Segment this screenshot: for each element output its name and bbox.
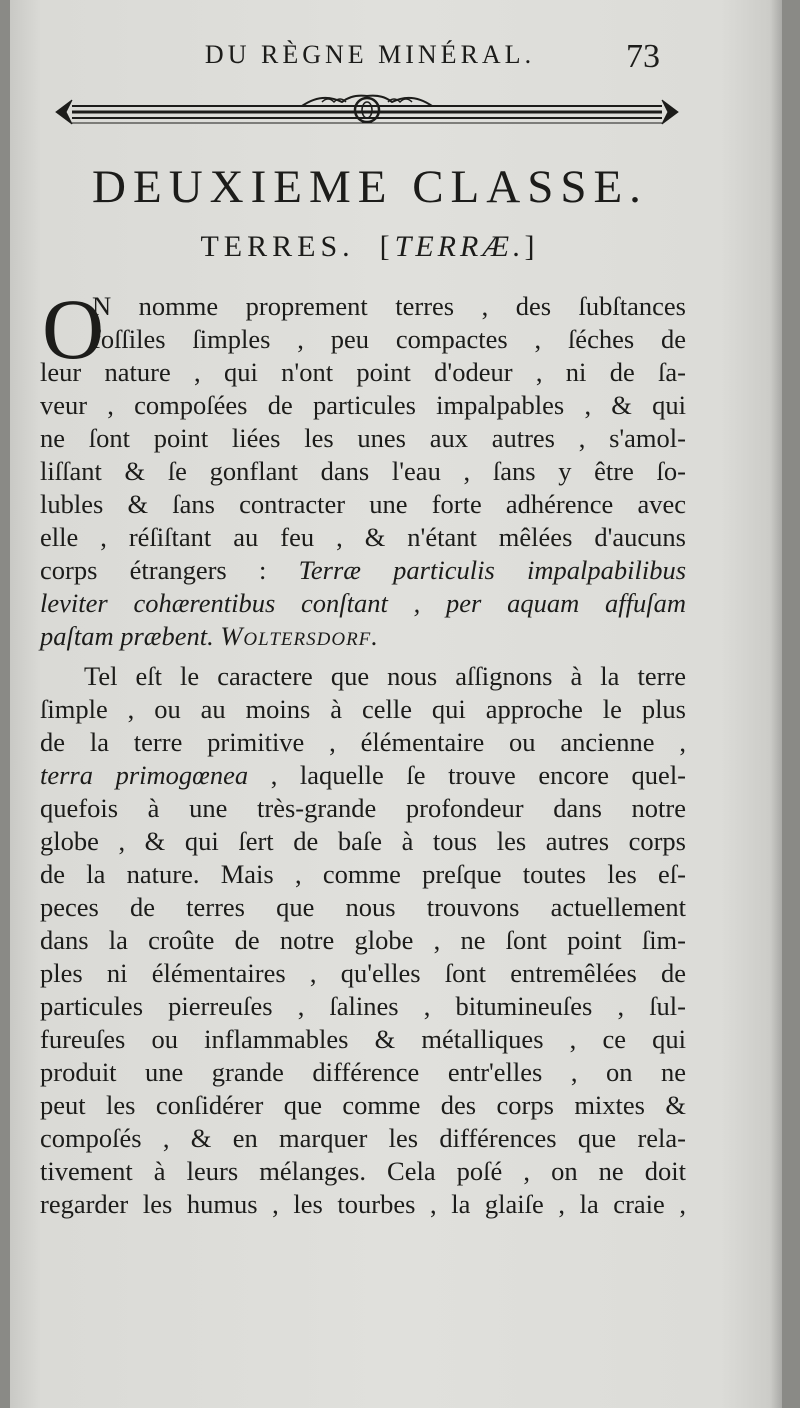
ornament-headband-icon	[52, 92, 682, 132]
text-line: dans la croûte de notre globe , ne ſont point ſim-	[40, 925, 686, 955]
latin-quote-segment: Terræ particulis impalpabilibus	[298, 555, 687, 585]
subtitle-bracket-close: ]	[524, 230, 540, 263]
latin-quote-line: leviter cohærentibus conſtant , per aquam affuſam	[40, 588, 686, 618]
latin-quote-segment: paſtam præbent.	[40, 621, 214, 651]
text-line: produit une grande différence entr'elles , on ne	[40, 1057, 686, 1087]
text-line: compoſés , & en marquer les différences que rela-	[40, 1123, 686, 1153]
text-line: foſſiles ſimples , peu compactes , ſéches de	[92, 324, 686, 354]
text-line: leur nature , qui n'ont point d'odeur , ni de ſa-	[40, 357, 686, 387]
text-segment: corps étrangers :	[40, 555, 267, 585]
text-line: N nomme proprement terres , des ſubſtances	[92, 291, 686, 321]
author-citation: Woltersdorf.	[220, 621, 379, 651]
latin-term: terra primogœnea	[40, 760, 249, 790]
text-line	[40, 620, 686, 653]
paragraph-definition	[40, 281, 687, 653]
subtitle-latin: TERRÆ.	[394, 230, 525, 263]
class-heading: DEUXIEME CLASSE.	[92, 161, 648, 213]
text-line: de la terre primitive , élémentaire ou ancienne ,	[40, 727, 686, 757]
text-line: ſimple , ou au moins à celle qui approche le plus	[40, 694, 686, 724]
text-line: elle , réſiſtant au feu , & n'étant mêlées d'aucuns	[40, 522, 686, 552]
text-line: peces de terres que nous trouvons actuellement	[40, 892, 686, 922]
text-line: Tel eſt le caractere que nous aſſignons à la terre	[84, 661, 686, 691]
text-line: peut les conſidérer que comme des corps mixtes &	[40, 1090, 686, 1120]
text-line	[40, 554, 686, 587]
text-line: particules pierreuſes , ſalines , bitumineuſes , ſul-	[40, 991, 686, 1021]
paragraph-discussion	[40, 660, 686, 1221]
text-line: quefois à une très-grande profondeur dans notre	[40, 793, 686, 823]
text-line: globe , & qui ſert de baſe à tous les autres corps	[40, 826, 686, 856]
text-segment: , laquelle ſe trouve encore quel-	[270, 760, 687, 790]
page-number: 73	[626, 38, 660, 75]
text-line: fureuſes ou inflammables & métalliques , ce qui	[40, 1024, 686, 1054]
text-line: veur , compoſées de particules impalpables , & qui	[40, 390, 686, 420]
running-head-title: DU RÈGNE MINÉRAL.	[204, 40, 536, 69]
text-line	[40, 759, 686, 792]
section-subtitle	[150, 230, 590, 264]
text-line: de la nature. Mais , comme preſque toutes les eſ-	[40, 859, 686, 889]
text-line: ples ni élémentaires , qu'elles ſont entremêlées de	[40, 958, 686, 988]
text-line: liſſant & ſe gonflant dans l'eau , ſans y être ſo-	[40, 456, 686, 486]
text-line: ne ſont point liées les unes aux autres , s'amol-	[40, 423, 686, 453]
subtitle-french: TERRES.	[200, 230, 355, 263]
book-page	[10, 0, 782, 1408]
text-line: tivement à leurs mélanges. Cela poſé , on ne doit	[40, 1156, 686, 1186]
drop-cap: O	[42, 281, 105, 377]
text-line: lubles & ſans contracter une forte adhérence avec	[40, 489, 686, 519]
text-line: regarder les humus , les tourbes , la glaiſe , la craie ,	[40, 1189, 686, 1219]
subtitle-bracket-open: [	[367, 230, 395, 263]
